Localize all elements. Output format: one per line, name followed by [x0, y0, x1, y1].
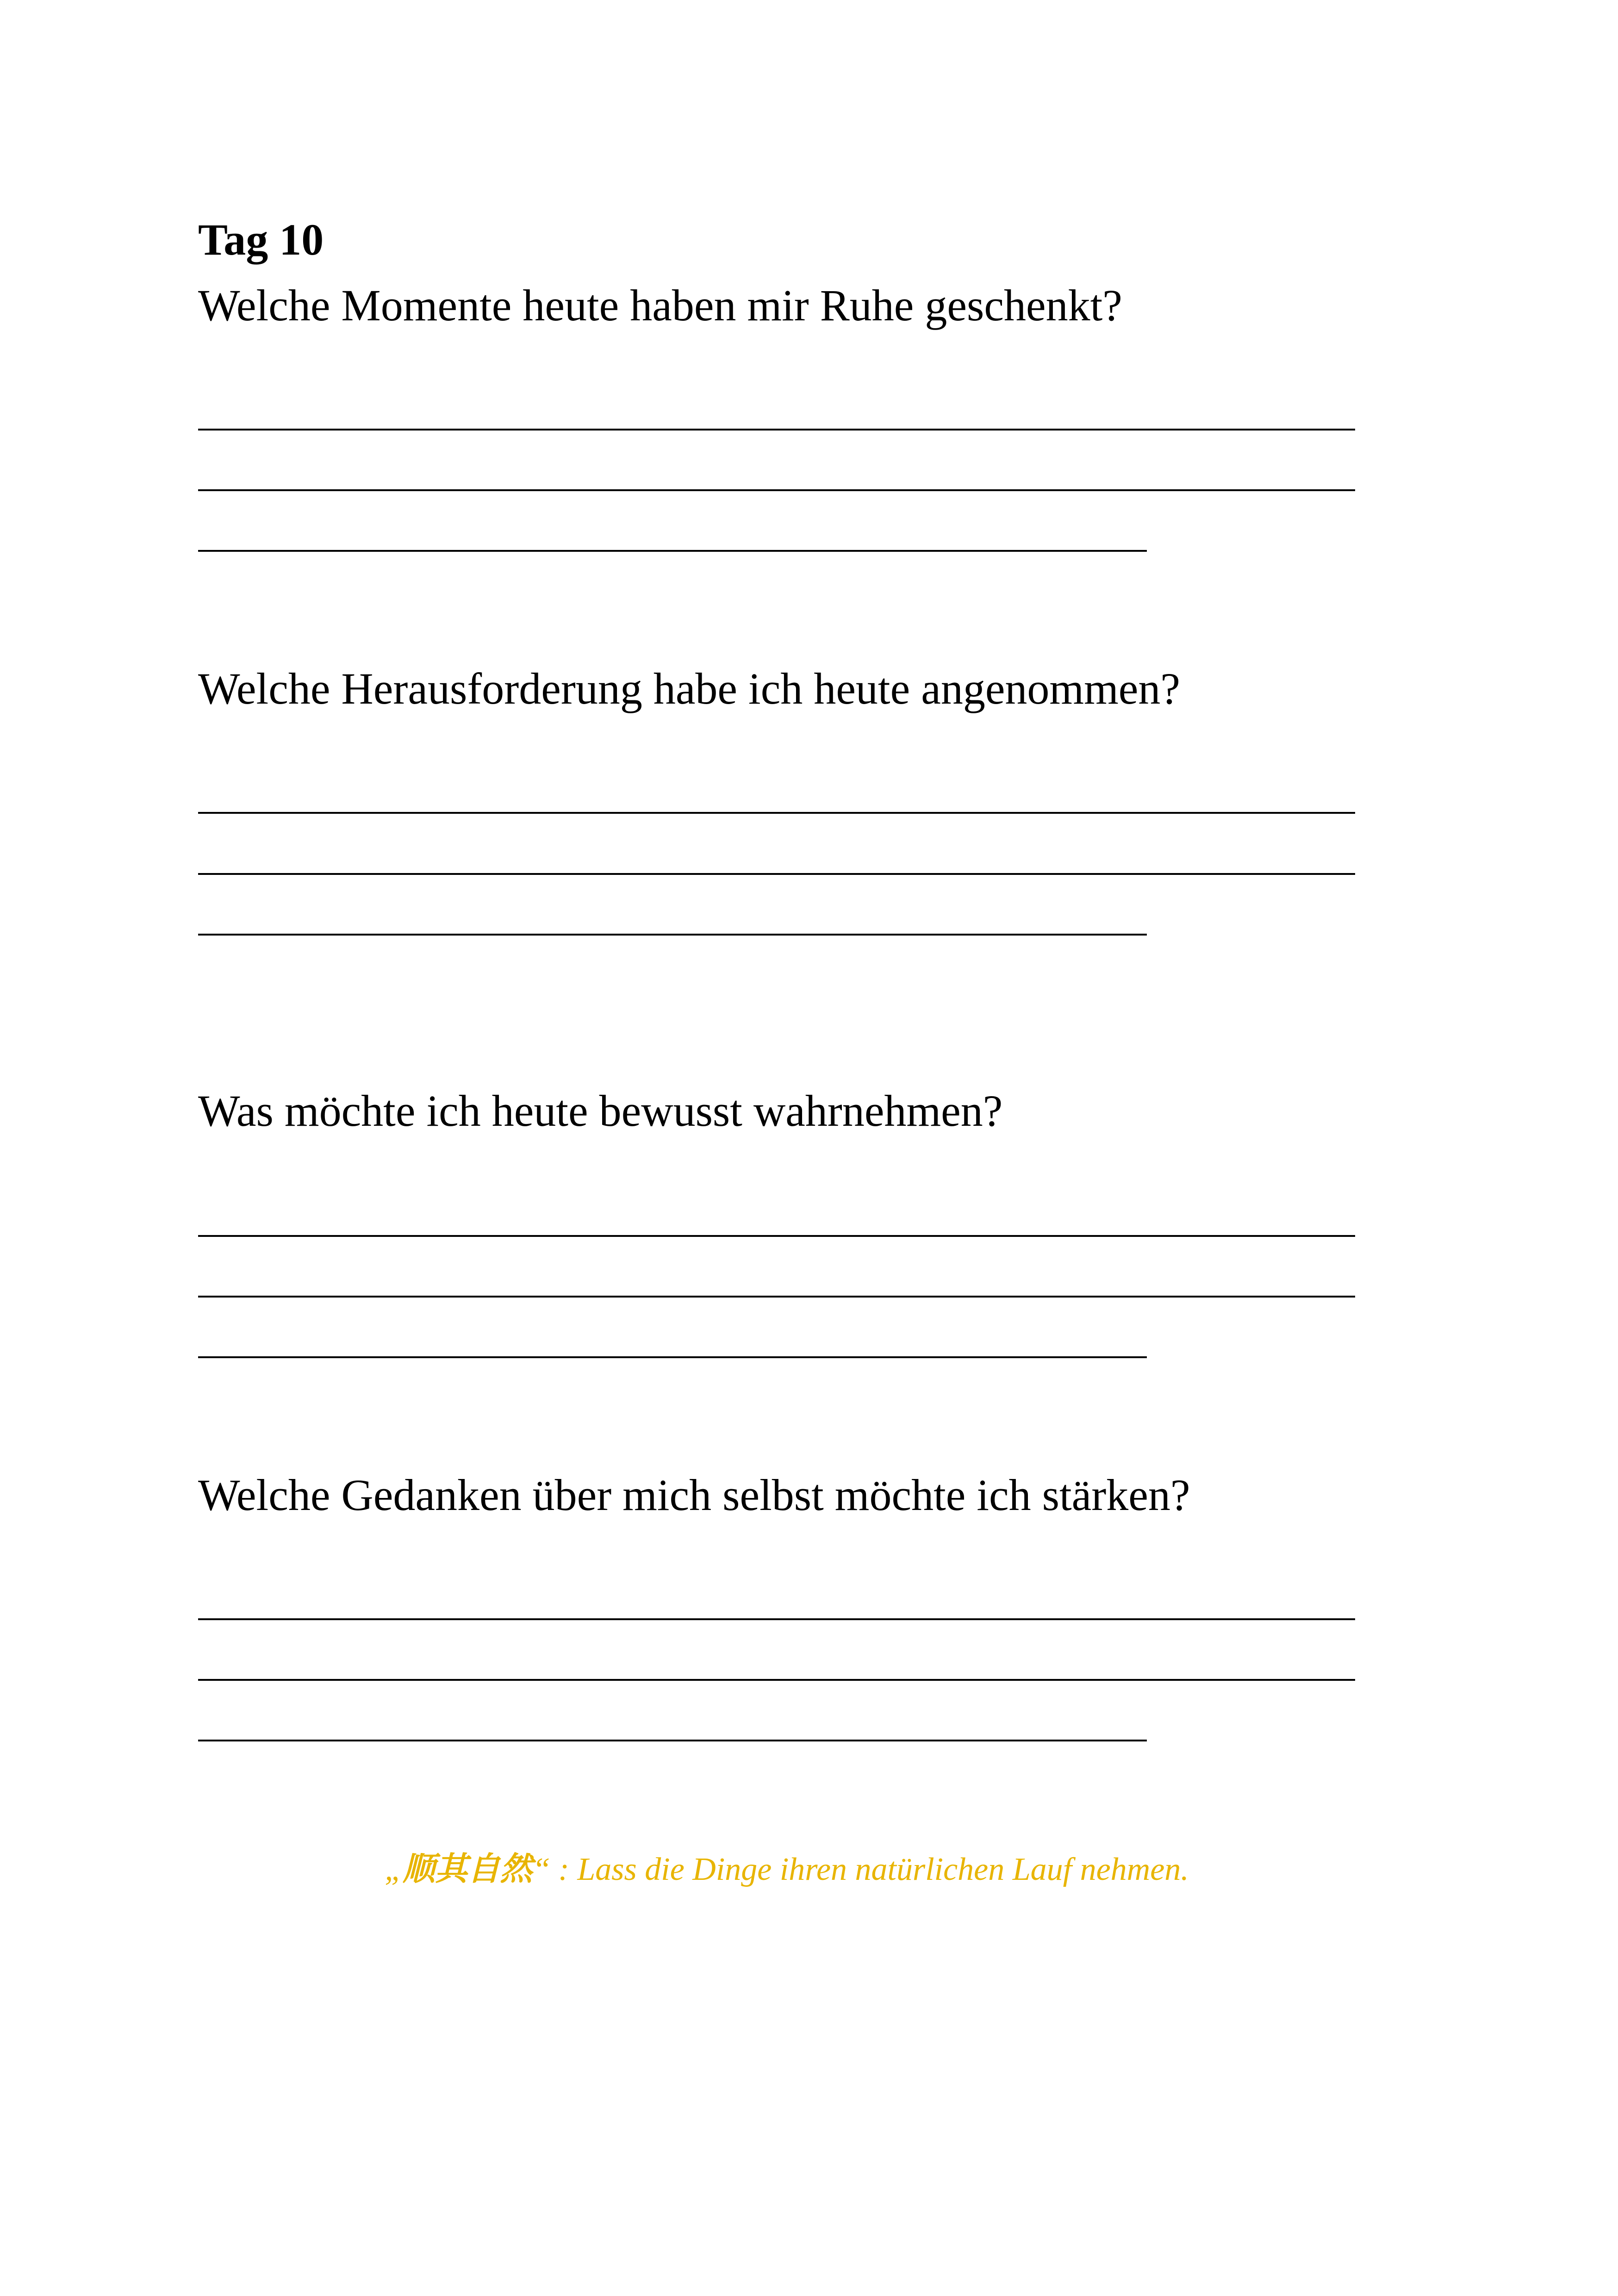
closing-quote: [0, 1850, 1574, 1888]
answer-line-2-3[interactable]: [198, 934, 1147, 936]
quote-open-mark: „: [385, 1852, 403, 1887]
quote-chinese-phrase: 顺其自然: [403, 1850, 533, 1888]
question-1: Welche Momente heute haben mir Ruhe geschenkt?: [198, 281, 1122, 330]
answer-line-4-3[interactable]: [198, 1740, 1147, 1741]
answer-line-1-3[interactable]: [198, 550, 1147, 552]
answer-line-3-1[interactable]: [198, 1235, 1355, 1237]
answer-line-3-3[interactable]: [198, 1356, 1147, 1358]
question-2: Welche Herausforderung habe ich heute angenommen?: [198, 664, 1180, 713]
answer-line-4-1[interactable]: [198, 1618, 1355, 1620]
quote-text: “ : Lass die Dinge ihren natürlichen Lauf nehmen.: [532, 1852, 1189, 1887]
question-3: Was möchte ich heute bewusst wahrnehmen?: [198, 1086, 1003, 1136]
question-4: Welche Gedanken über mich selbst möchte ich stärken?: [198, 1470, 1190, 1520]
answer-line-2-1[interactable]: [198, 812, 1355, 814]
day-title: Tag 10: [198, 215, 324, 264]
answer-line-2-2[interactable]: [198, 873, 1355, 875]
answer-line-3-2[interactable]: [198, 1296, 1355, 1298]
answer-line-1-2[interactable]: [198, 489, 1355, 491]
answer-line-4-2[interactable]: [198, 1679, 1355, 1681]
answer-line-1-1[interactable]: [198, 429, 1355, 430]
